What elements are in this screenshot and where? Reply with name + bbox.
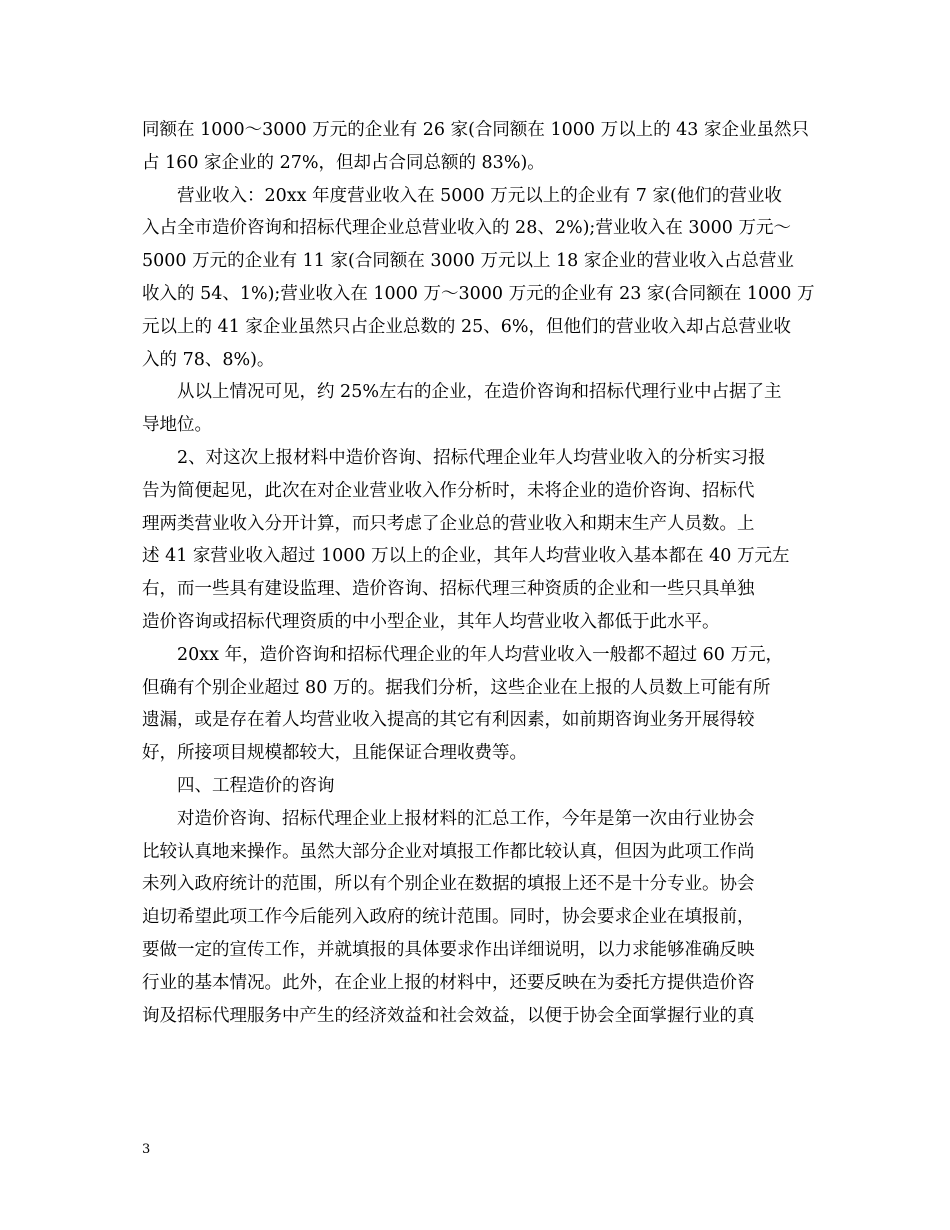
text-line: 入的 78、8%)。 <box>142 349 275 370</box>
page-number: 3 <box>142 1142 151 1157</box>
text-line: 占 160 家企业的 27%，但却占合同总额的 83%)。 <box>142 152 545 173</box>
text-line: 但确有个别企业超过 80 万的。据我们分析，这些企业在上报的人员数上可能有所 <box>142 677 771 698</box>
text-line: 2、对这次上报材料中造价咨询、招标代理企业年人均营业收入的分析实习报 <box>177 447 766 468</box>
document-body <box>142 114 815 1032</box>
text-line: 比较认真地来操作。虽然大部分企业对填报工作都比较认真，但因为此项工作尚 <box>142 841 755 862</box>
text-line: 对造价咨询、招标代理企业上报材料的汇总工作，今年是第一次由行业协会 <box>177 808 755 829</box>
text-line: 述 41 家营业收入超过 1000 万以上的企业，其年人均营业收入基本都在 40 万元左 <box>142 546 790 567</box>
text-line: 5000 万元的企业有 11 家(合同额在 3000 万元以上 18 家企业的营业收入占总营业 <box>142 251 794 272</box>
text-line: 收入的 54、1%);营业收入在 1000 万～3000 万元的企业有 23 家(合同额在 1000 万 <box>142 283 815 304</box>
text-line: 告为简便起见，此次在对企业营业收入作分析时，未将企业的造价咨询、招标代 <box>142 480 755 501</box>
text-line: 造价咨询或招标代理资质的中小型企业，其年人均营业收入都低于此水平。 <box>142 611 720 632</box>
text-line: 从以上情况可见，约 25%左右的企业，在造价咨询和招标代理行业中占据了主 <box>177 382 782 403</box>
text-line: 迫切希望此项工作今后能列入政府的统计范围。同时，协会要求企业在填报前， <box>142 907 755 928</box>
text-line: 元以上的 41 家企业虽然只占企业总数的 25、6%，但他们的营业收入却占总营业收 <box>142 316 791 337</box>
text-line: 好，所接项目规模都较大，且能保证合理收费等。 <box>142 743 527 764</box>
text-line: 询及招标代理服务中产生的经济效益和社会效益，以便于协会全面掌握行业的真 <box>142 1005 755 1026</box>
text-line: 同额在 1000～3000 万元的企业有 26 家(合同额在 1000 万以上的 43 家企业虽然只 <box>142 120 809 140</box>
text-line: 理两类营业收入分开计算，而只考虑了企业总的营业收入和期末生产人员数。上 <box>142 513 755 534</box>
text-line: 右，而一些具有建设监理、造价咨询、招标代理三种资质的企业和一些只具单独 <box>142 579 755 600</box>
text-line: 行业的基本情况。此外，在企业上报的材料中，还要反映在为委托方提供造价咨 <box>142 972 755 993</box>
text-line: 未列入政府统计的范围，所以有个别企业在数据的填报上还不是十分专业。协会 <box>142 874 755 895</box>
text-line: 四、工程造价的咨询 <box>177 775 335 796</box>
text-line: 导地位。 <box>142 415 212 436</box>
text-line: 要做一定的宣传工作，并就填报的具体要求作出详细说明，以力求能够准确反映 <box>142 939 755 960</box>
text-line: 营业收入：20xx 年度营业收入在 5000 万元以上的企业有 7 家(他们的营业收 <box>177 185 782 206</box>
text-line: 20xx 年，造价咨询和招标代理企业的年人均营业收入一般都不超过 60 万元， <box>177 644 783 665</box>
text-line: 入占全市造价咨询和招标代理企业总营业收入的 28、2%);营业收入在 3000 万元～ <box>142 218 791 239</box>
text-line: 遗漏，或是存在着人均营业收入提高的其它有利因素，如前期咨询业务开展得较 <box>142 710 755 731</box>
